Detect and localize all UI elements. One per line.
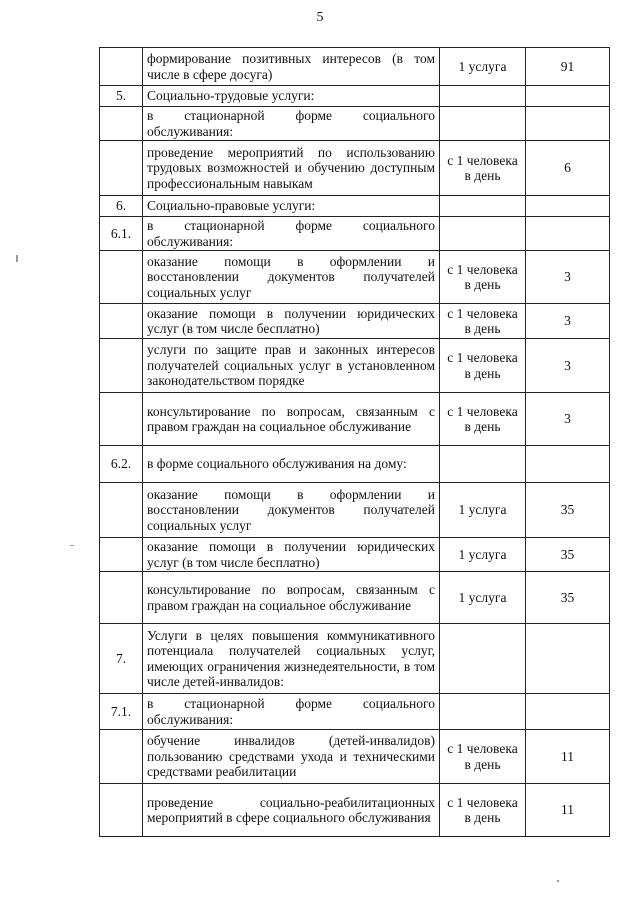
section-title: Услуги в целях повышения коммуникативного потенциала получателей социальных услуг, имеющих ограничения жизнедеятельности, в том числе детей-инвалидов:	[143, 624, 440, 694]
service-name: консультирование по вопросам, связанным с правом граждан на социальное обслуживание	[143, 572, 440, 624]
table-row	[100, 730, 610, 784]
service-value: 6	[526, 141, 610, 196]
service-value: 91	[526, 48, 610, 86]
row-number	[100, 784, 143, 837]
table-row	[100, 141, 610, 196]
service-name: оказание помощи в получении юридических услуг (в том числе бесплатно)	[143, 538, 440, 572]
table-row	[100, 572, 610, 624]
row-number: 5.	[100, 86, 143, 107]
row-number	[100, 730, 143, 784]
row-number: 7.1.	[100, 694, 143, 730]
service-value	[526, 107, 610, 141]
service-unit	[440, 86, 526, 107]
service-unit	[440, 217, 526, 251]
service-unit	[440, 624, 526, 694]
service-unit: 1 услуга	[440, 572, 526, 624]
row-number	[100, 141, 143, 196]
service-value	[526, 446, 610, 483]
row-number: 6.1.	[100, 217, 143, 251]
service-unit: 1 услуга	[440, 483, 526, 538]
row-number	[100, 251, 143, 304]
table-row	[100, 483, 610, 538]
service-value: 11	[526, 784, 610, 837]
service-unit: с 1 человека в день	[440, 784, 526, 837]
subsection-title: в стационарной форме социального обслуживания:	[143, 217, 440, 251]
table-row	[100, 624, 610, 694]
table-row	[100, 48, 610, 86]
subsection-title: в стационарной форме социального обслуживания:	[143, 107, 440, 141]
service-name: оказание помощи в оформлении и восстановлении документов получателей социальных услуг	[143, 251, 440, 304]
service-name: оказание помощи в оформлении и восстановлении документов получателей социальных услуг	[143, 483, 440, 538]
service-unit	[440, 446, 526, 483]
row-number	[100, 483, 143, 538]
table-row	[100, 107, 610, 141]
row-number	[100, 339, 143, 393]
table-row	[100, 304, 610, 339]
service-value	[526, 694, 610, 730]
table-row	[100, 784, 610, 837]
service-unit: с 1 человека в день	[440, 339, 526, 393]
page-number: 5	[316, 10, 324, 25]
service-name: оказание помощи в получении юридических услуг (в том числе бесплатно)	[143, 304, 440, 339]
table-row	[100, 446, 610, 483]
service-value: 3	[526, 393, 610, 446]
service-value	[526, 624, 610, 694]
service-value: 35	[526, 572, 610, 624]
row-number	[100, 538, 143, 572]
scan-artifact	[70, 545, 74, 546]
subsection-title: в стационарной форме социального обслуживания:	[143, 694, 440, 730]
row-number	[100, 304, 143, 339]
service-value	[526, 86, 610, 107]
service-unit	[440, 196, 526, 217]
scan-artifact	[557, 880, 559, 882]
service-value: 35	[526, 483, 610, 538]
service-name: проведение социально-реабилитационных мероприятий в сфере социального обслуживания	[143, 784, 440, 837]
service-value	[526, 196, 610, 217]
table-row	[100, 217, 610, 251]
service-unit	[440, 107, 526, 141]
service-value: 3	[526, 339, 610, 393]
table-row	[100, 694, 610, 730]
service-unit: с 1 человека в день	[440, 393, 526, 446]
service-name: консультирование по вопросам, связанным с правом граждан на социальное обслуживание	[143, 393, 440, 446]
service-unit	[440, 694, 526, 730]
table-row	[100, 339, 610, 393]
service-unit: 1 услуга	[440, 538, 526, 572]
row-number: 7.	[100, 624, 143, 694]
table-row	[100, 86, 610, 107]
row-number	[100, 393, 143, 446]
service-unit: с 1 человека в день	[440, 141, 526, 196]
table-row	[100, 538, 610, 572]
services-table	[99, 47, 610, 837]
row-number	[100, 572, 143, 624]
service-value	[526, 217, 610, 251]
service-unit: с 1 человека в день	[440, 730, 526, 784]
table-row	[100, 393, 610, 446]
service-name: услуги по защите прав и законных интересов получателей социальных услуг в установленном законодательством порядке	[143, 339, 440, 393]
service-name: обучение инвалидов (детей-инвалидов) пользованию средствами ухода и техническими средствами реабилитации	[143, 730, 440, 784]
subsection-title: в форме социального обслуживания на дому:	[143, 446, 440, 483]
row-number: 6.2.	[100, 446, 143, 483]
row-number	[100, 107, 143, 141]
service-name: формирование позитивных интересов (в том числе в сфере досуга)	[143, 48, 440, 86]
service-unit: 1 услуга	[440, 48, 526, 86]
service-value: 11	[526, 730, 610, 784]
service-unit: с 1 человека в день	[440, 304, 526, 339]
service-value: 3	[526, 304, 610, 339]
section-title: Социально-трудовые услуги:	[143, 86, 440, 107]
row-number	[100, 48, 143, 86]
service-value: 35	[526, 538, 610, 572]
scan-artifact	[16, 255, 18, 262]
service-unit: с 1 человека в день	[440, 251, 526, 304]
table-row	[100, 251, 610, 304]
section-title: Социально-правовые услуги:	[143, 196, 440, 217]
service-name: проведение мероприятий по использованию трудовых возможностей и обучению доступным профессиональным навыкам	[143, 141, 440, 196]
service-value: 3	[526, 251, 610, 304]
table-row	[100, 196, 610, 217]
row-number: 6.	[100, 196, 143, 217]
